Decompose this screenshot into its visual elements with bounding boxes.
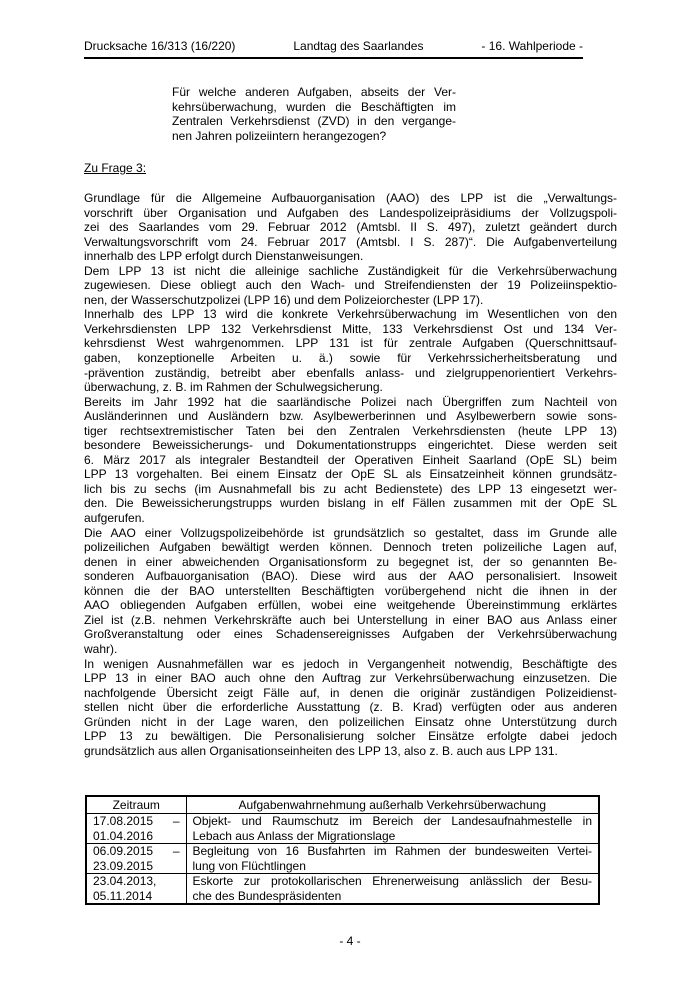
text-line: che des Bundespräsidenten — [192, 888, 342, 903]
text-line: nen, der Wasserschutzpolizei (LPP 16) und dem Polizeiorchester (LPP 17). — [84, 292, 484, 307]
text-line: Verwaltungsvorschrift vom 24. Februar 2017 (Amtsbl. I S. 287)“. Die Aufgabenverteilung — [84, 234, 617, 249]
table-header-aufgaben: Aufgabenwahrnehmung außerhalb Verkehrsüberwachung — [186, 796, 599, 814]
text-line: Ausländerinnen und Ausländern bzw. Asylbewerberinnen und Asylbewerbern sowie sons- — [84, 409, 617, 424]
text-line: Lebach aus Anlass der Migrationslage — [192, 828, 396, 843]
text-line: überwachung, z. B. im Rahmen der Schulwegsicherung. — [84, 380, 383, 395]
text-line: innerhalb des LPP erfolgt durch Dienstanweisungen. — [84, 249, 364, 264]
text-line: Für welche anderen Aufgaben, abseits der Ver- — [172, 85, 456, 99]
body-text — [84, 191, 617, 758]
text-line: Dem LPP 13 ist nicht die alleinige sachliche Zuständigkeit für die Verkehrsüberwachung — [84, 263, 617, 278]
text-line: 6. März 2017 als integraler Bestandteil der Operativen Einheit Saarland (OpE SL) beim — [84, 452, 617, 467]
text-line: können die der BAO unterstellten Beschäftigten vorübergehend nicht die ihnen in der — [84, 583, 617, 598]
text-line: gaben, konzeptionelle Arbeiten u. ä.) sowie für Verkehrssicherheitsberatung und — [84, 351, 617, 366]
table-header-zeitraum: Zeitraum — [86, 796, 186, 814]
text-line: Verkehrsdiensten LPP 132 Verkehrsdienst Mitte, 133 Verkehrsdienst Ost und 134 Ver- — [84, 321, 617, 336]
text-line: Ziel ist (z.B. nehmen Verkehrskräfte auch bei Unterstellung in einer BAO aus Anlass einer — [84, 612, 617, 627]
text-line: zugewiesen. Diese obliegt auch den Wach- und Streifendiensten der 19 Polizeiinspektio- — [84, 278, 617, 293]
text-line: den. Die Beweissicherungstrupps wurden bislang in elf Fällen zusammen mit der OpE SL — [84, 496, 617, 511]
page-header — [84, 39, 583, 59]
text-line: Objekt- und Raumschutz im Bereich der Landesaufnahmestelle in — [192, 814, 592, 828]
text-line: Bereits im Jahr 1992 hat die saarländische Polizei nach Übergriffen zum Nachteil von — [84, 394, 617, 409]
text-line: lich bis zu sechs (im Ausnahmefall bis zu acht Bedienstete) des LPP 13 eingesetzt wer- — [84, 481, 617, 496]
header-drucksache: Drucksache 16/313 (16/220) — [84, 39, 236, 53]
text-line: sonderen Aufbauorganisation (BAO). Diese wird aus der AAO personalisiert. Insoweit — [84, 569, 617, 584]
page-number: - 4 - — [339, 934, 361, 948]
text-line: 23.04.2013, — [93, 874, 157, 889]
text-line: -prävention zuständig, betreibt aber ebenfalls anlass- und zielgruppenorientiert Verkehrs- — [84, 365, 617, 380]
text-line: Grundlage für die Allgemeine Aufbauorganisation (AAO) des LPP ist die „Verwaltungs- — [84, 191, 617, 205]
text-line: Innerhalb des LPP 13 wird die konkrete Verkehrsüberwachung im Wesentlichen von den — [84, 307, 617, 322]
overview-table-wrap — [85, 795, 598, 905]
text-line: LPP 13 in einer BAO auch ohne den Auftrag zur Verkehrsüberwachung einzusetzen. Die — [84, 671, 617, 686]
text-line: nachfolgende Übersicht zeigt Fälle auf, in denen die originär zuständigen Polizeidienst- — [84, 685, 617, 700]
text-line: aufgerufen. — [84, 511, 145, 526]
section-heading: Zu Frage 3: — [84, 161, 147, 175]
text-line: In wenigen Ausnahmefällen war es jedoch in Vergangenheit notwendig, Beschäftigte des — [84, 656, 617, 671]
text-line: lung von Flüchtlingen — [192, 858, 306, 873]
text-line: vorschrift über Organisation und Aufgaben des Landespolizeipräsidiums der Vollzugspoli- — [84, 205, 617, 220]
text-line: AAO obliegenden Aufgaben erfüllen, wobei eine weitgehende Übereinstimmung erklärtes — [84, 598, 617, 613]
text-line: stellen nicht über die erforderliche Ausstattung (z. B. Krad) verfügten oder aus anderen — [84, 700, 617, 715]
period-cell — [86, 814, 186, 844]
table-row — [86, 844, 599, 874]
table-row — [86, 874, 599, 905]
header-landtag: Landtag des Saarlandes — [293, 39, 424, 53]
task-cell — [186, 814, 599, 844]
text-line: LPP 13 vorgehalten. Bei einem Einsatz der OpE SL als Einsatzeinheit können grundsätz- — [84, 467, 617, 482]
text-line: Die AAO einer Vollzugspolizeibehörde ist grundsätzlich so gestaltet, dass im Grunde alle — [84, 525, 617, 540]
text-line: tiger rechtsextremistischer Taten bei den Zentralen Verkehrsdiensten (heute LPP 13) — [84, 423, 617, 438]
table-row — [86, 814, 599, 844]
text-line: grundsätzlich aus allen Organisationseinheiten des LPP 13, also z. B. auch aus LPP 131. — [84, 743, 558, 758]
text-line: Eskorte zur protokollarischen Ehrenerweisung anlässlich der Besu- — [192, 874, 592, 889]
table-header-row — [86, 796, 599, 814]
text-line: denen in einer abweichenden Organisationsform zu begegnet ist, der so genannten Be- — [84, 554, 617, 569]
text-line: 01.04.2016 — [93, 828, 154, 843]
period-cell — [86, 844, 186, 874]
text-line: Großveranstaltung oder eines Schadensereignisses Aufgaben der Verkehrsüberwachung — [84, 627, 617, 642]
text-line: kehrsüberwachung, wurden die Beschäftigten im — [172, 99, 456, 114]
text-line: Begleitung von 16 Busfahrten im Rahmen der bundesweiten Vertei- — [192, 844, 592, 859]
text-line: 06.09.2015 – — [93, 844, 180, 859]
overview-table — [85, 795, 600, 905]
text-line: zei des Saarlandes vom 29. Februar 2012 (Amtsbl. II S. 497), zuletzt geändert durch — [84, 220, 617, 235]
header-wahlperiode: - 16. Wahlperiode - — [481, 39, 583, 53]
table-body — [86, 814, 599, 905]
text-line: 17.08.2015 – — [93, 814, 180, 828]
text-line: Gründen nicht in der Lage waren, den polizeilichen Einsatz ohne Unterstützung durch — [84, 714, 617, 729]
text-line: LPP 13 zu bewältigen. Die Personalisierung solcher Einsätze erfolgte dabei jedoch — [84, 729, 617, 744]
text-line: wahr). — [84, 641, 118, 656]
text-line: 05.11.2014 — [93, 888, 153, 903]
text-line: Zentralen Verkehrsdienst (ZVD) in den vergange- — [172, 114, 456, 129]
task-cell — [186, 844, 599, 874]
text-line: polizeilichen Aufgaben bewältigt werden können. Dennoch treten polizeiliche Lagen auf, — [84, 540, 617, 555]
task-cell — [186, 874, 599, 905]
period-cell — [86, 874, 186, 905]
text-line: nen Jahren polizeiintern herangezogen? — [172, 128, 387, 143]
text-line: kehrsdienst West wahrgenommen. LPP 131 ist für zentrale Aufgaben (Querschnittsauf- — [84, 336, 617, 351]
text-line: 23.09.2015 — [93, 858, 154, 873]
text-line: besondere Beweissicherungs- und Dokumentationstrupps eingerichtet. Diese werden seit — [84, 438, 617, 453]
question-block — [172, 85, 456, 143]
